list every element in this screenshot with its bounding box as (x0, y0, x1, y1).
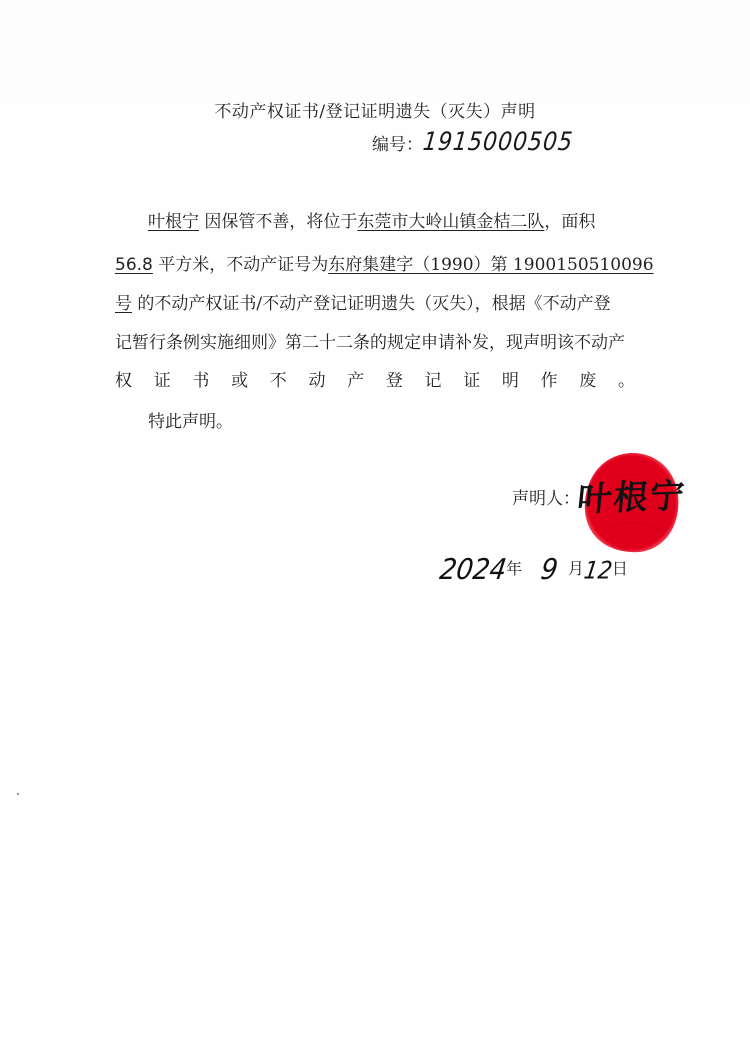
paper-speck (17, 793, 19, 795)
body-line-1 (148, 210, 595, 234)
body-char: 明 (501, 371, 519, 391)
certificate-number-field: 东府集建字（1990）第 1900150510096 (328, 255, 654, 275)
body-line-4: 记暂行条例实施细则》第二十二条的规定申请补发，现声明该不动产 (115, 333, 625, 353)
body-char: 证 (463, 371, 481, 391)
body-char: 或 (231, 371, 249, 391)
document-title: 不动产权证书/登记证明遗失（灭失）声明 (214, 102, 536, 122)
body-line-5 (115, 369, 635, 393)
text-segment: 的不动产权证书/不动产登记证明遗失（灭失），根据《不动产登 (137, 294, 611, 314)
date-row (437, 553, 628, 587)
body-char: 书 (192, 371, 210, 391)
body-line-2 (115, 253, 654, 277)
body-char: 动 (308, 371, 326, 391)
body-char: 不 (269, 371, 287, 391)
area-field: 56.8 (115, 255, 153, 275)
body-char: 登 (385, 371, 403, 391)
body-char: 记 (424, 371, 442, 391)
body-char: 。 (617, 371, 635, 391)
serial-number-handwritten: 1915000505 (421, 128, 575, 157)
declarant-label: 声明人： (512, 489, 580, 509)
body-char: 作 (540, 371, 558, 391)
serial-label: 编号： (372, 135, 423, 155)
text-segment: 因保管不善，将位于 (204, 212, 358, 232)
declarant-signature: 叶根宁 (575, 476, 688, 520)
certificate-number-tail: 号 (115, 294, 132, 314)
date-month-handwritten: 9 (538, 553, 561, 587)
date-year-handwritten: 2024 (437, 553, 509, 587)
body-char: 产 (347, 371, 365, 391)
text-segment: 平方米，不动产证号为 (158, 255, 329, 275)
text-segment: ，面积 (544, 212, 596, 232)
body-line-3 (115, 292, 611, 316)
body-char: 权 (115, 371, 132, 391)
body-char: 废 (579, 371, 597, 391)
date-year-label: 年 (506, 559, 523, 578)
date-day-label: 日 (611, 559, 628, 578)
body-char: 证 (153, 371, 171, 391)
declarant-name-field: 叶根宁 (148, 212, 199, 232)
date-day-handwritten: 12 (581, 557, 614, 586)
closing-statement: 特此声明。 (148, 412, 233, 432)
date-month-label: 月 (567, 559, 584, 578)
serial-number-row (372, 130, 573, 160)
property-location-field: 东莞市大岭山镇金桔二队 (357, 212, 545, 232)
